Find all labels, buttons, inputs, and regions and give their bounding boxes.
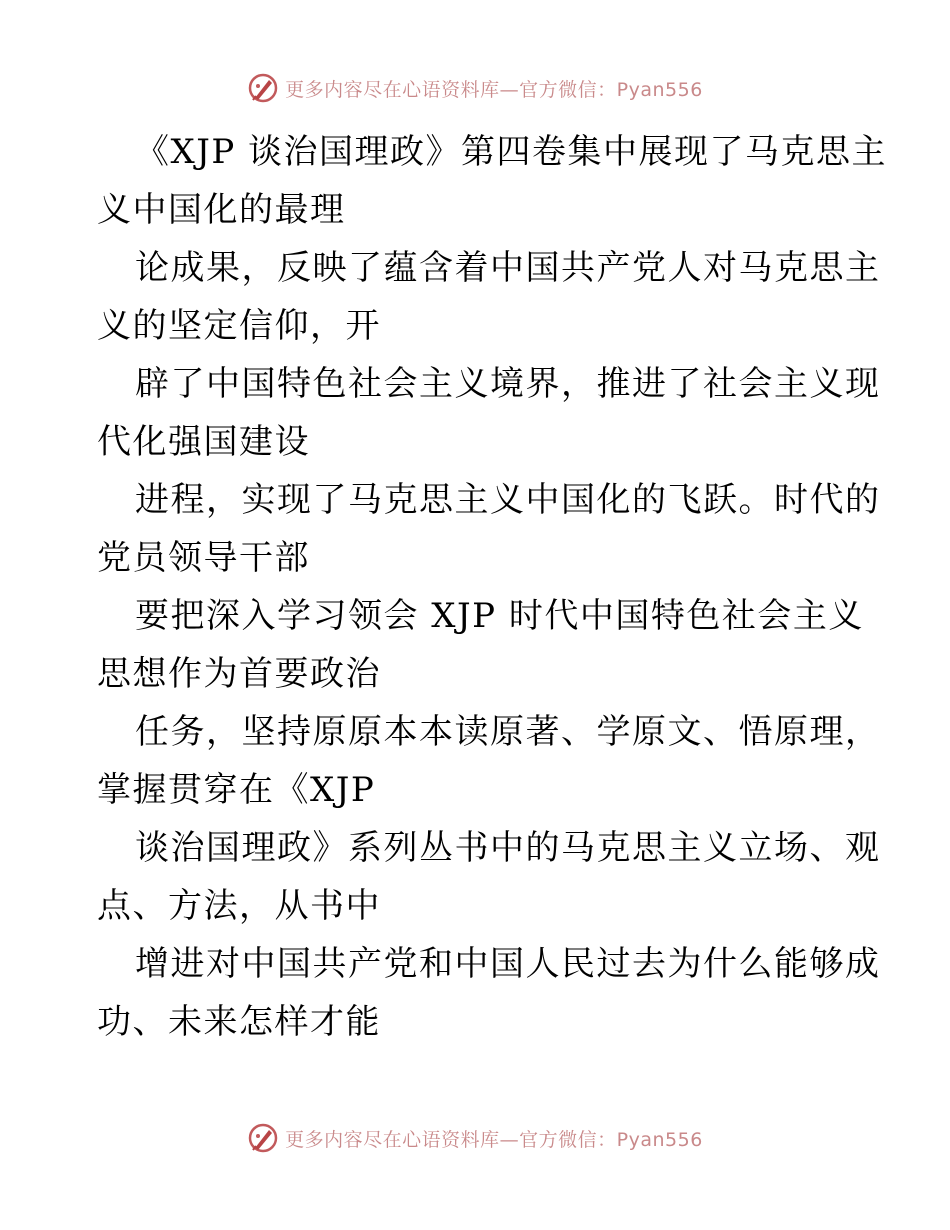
text-line: 义的坚定信仰，开 bbox=[97, 306, 381, 346]
footer-watermark bbox=[0, 1122, 950, 1154]
watermark-text: 更多内容尽在心语资料库—官方微信：Pyan556 bbox=[285, 78, 703, 101]
text-line: 点、方法，从书中 bbox=[97, 886, 381, 926]
text-line: 谈治国理政》系列丛书中的马克思主义立场、观 bbox=[135, 828, 881, 868]
text-line: 代化强国建设 bbox=[97, 422, 310, 462]
text-line: 要把深入学习领会 XJP 时代中国特色社会主义 bbox=[135, 596, 864, 636]
text-line: 《XJP 谈治国理政》第四卷集中展现了马克思主 bbox=[135, 132, 888, 172]
text-line: 进程，实现了马克思主义中国化的飞跃。时代的 bbox=[135, 480, 881, 520]
watermark-text: 更多内容尽在心语资料库—官方微信：Pyan556 bbox=[285, 1128, 703, 1151]
text-line: 功、未来怎样才能 bbox=[97, 1002, 381, 1042]
header-watermark bbox=[0, 72, 950, 104]
text-line: 增进对中国共产党和中国人民过去为什么能够成 bbox=[135, 944, 881, 984]
quill-pen-logo-icon bbox=[247, 1122, 279, 1154]
text-line: 义中国化的最理 bbox=[97, 190, 346, 230]
text-line: 思想作为首要政治 bbox=[97, 654, 381, 694]
text-line: 掌握贯穿在《XJP bbox=[97, 770, 376, 810]
document-body bbox=[97, 123, 888, 1051]
quill-pen-logo-icon bbox=[247, 72, 279, 104]
text-line: 论成果，反映了蕴含着中国共产党人对马克思主 bbox=[135, 248, 881, 288]
text-line: 辟了中国特色社会主义境界，推进了社会主义现 bbox=[135, 364, 881, 404]
text-line: 党员领导干部 bbox=[97, 538, 310, 578]
text-line: 任务，坚持原原本本读原著、学原文、悟原理， bbox=[135, 712, 881, 752]
